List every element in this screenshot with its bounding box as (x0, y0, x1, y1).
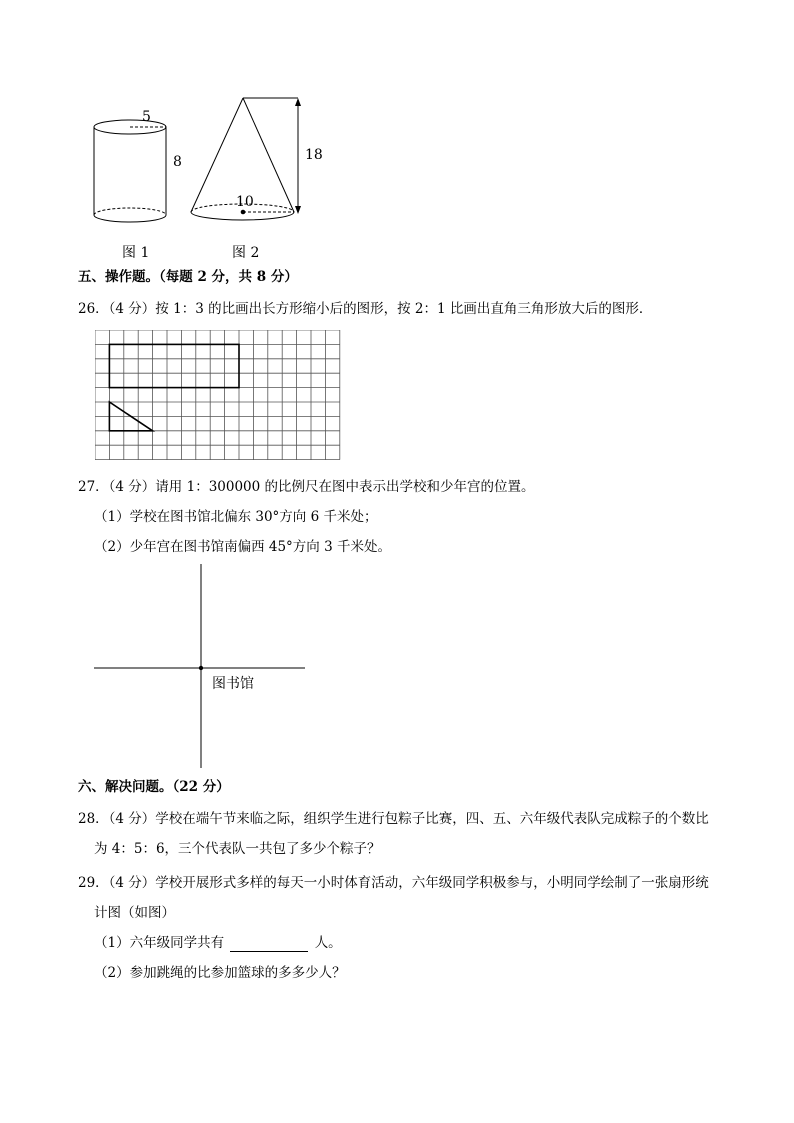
cylinder-figure (84, 100, 194, 265)
question-29-line-2: 计图（如图） (94, 905, 175, 921)
library-label: 图书馆 (212, 676, 254, 692)
cylinder-height-label: 8 (173, 154, 182, 170)
question-28-line-2: 为 4：5：6，三个代表队一共包了多少个粽子？ (94, 841, 381, 857)
question-29-item-1-after: 人。 (314, 935, 342, 951)
question-27-item-1: （1）学校在图书馆北偏东 30°方向 6 千米处； (94, 509, 378, 525)
cone-diameter-label: 10 (236, 194, 254, 210)
question-27-item-2: （2）少年宫在图书馆南偏西 45°方向 3 千米处。 (94, 539, 391, 555)
cylinder-radius-label: 5 (142, 109, 151, 125)
figure-2-caption: 图 2 (232, 245, 260, 261)
drawing-grid (95, 330, 343, 462)
figure-1-caption: 图 1 (122, 245, 150, 261)
question-29-line-1: 29．（4 分）学校开展形式多样的每天一小时体育活动，六年级同学积极参与，小明同学绘制了一张扇形统 (78, 875, 709, 891)
question-29-item-2: （2）参加跳绳的比参加篮球的多多少人？ (94, 965, 346, 981)
question-29-item-1-before: （1）六年级同学共有 (94, 935, 225, 951)
answer-blank[interactable] (230, 937, 308, 952)
section-5-heading: 五、操作题。（每题 2 分，共 8 分） (78, 269, 298, 285)
question-28-line-1: 28．（4 分）学校在端午节来临之际，组织学生进行包粽子比赛，四、五、六年级代表队完成粽子的个数比 (78, 811, 709, 827)
cone-height-label: 18 (305, 147, 323, 163)
question-27-text: 27．（4 分）请用 1：300000 的比例尺在图中表示出学校和少年宫的位置。 (78, 479, 535, 495)
direction-axes (92, 562, 308, 772)
section-6-heading: 六、解决问题。（22 分） (78, 779, 230, 795)
question-26-text: 26．（4 分）按 1：3 的比画出长方形缩小后的图形，按 2：1 比画出直角三角形放大后的图形． (78, 301, 653, 317)
question-29-item-1 (94, 934, 342, 952)
